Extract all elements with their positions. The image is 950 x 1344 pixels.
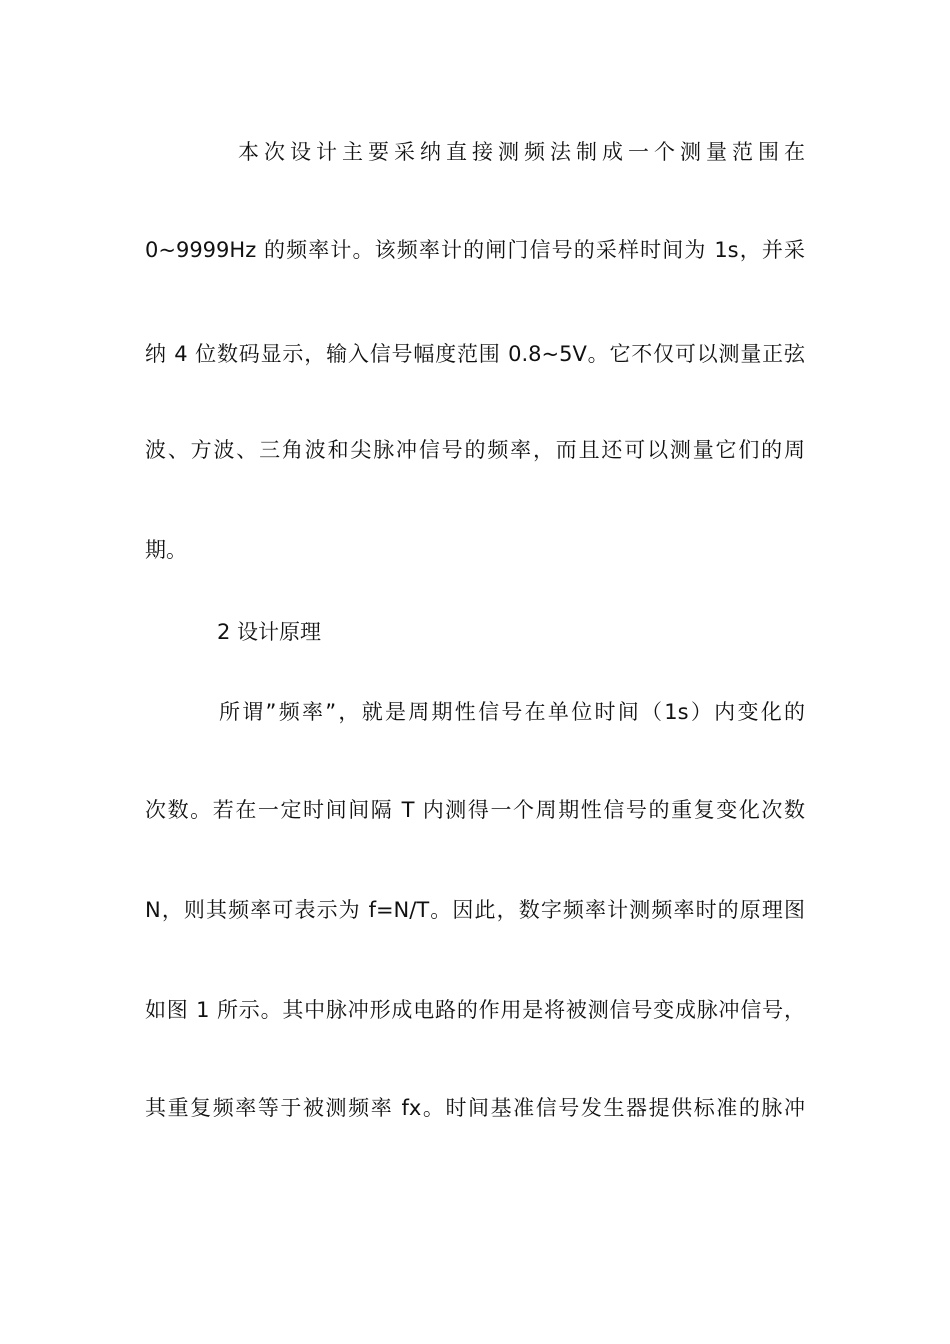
paragraph-2-line-2: 次数。若在一定时间间隔 T 内测得一个周期性信号的重复变化次数 [145, 798, 805, 822]
paragraph-1-line-5: 期。 [145, 538, 187, 562]
paragraph-2-line-1: 所谓”频率”，就是周期性信号在单位时间（1s）内变化的 [219, 700, 805, 724]
paragraph-1-line-1: 本次设计主要采纳直接测频法制成一个测量范围在 [238, 140, 805, 164]
paragraph-1-line-4: 波、方波、三角波和尖脉冲信号的频率，而且还可以测量它们的周 [145, 438, 805, 462]
paragraph-1-line-3: 纳 4 位数码显示，输入信号幅度范围 0.8~5V。它不仅可以测量正弦 [145, 342, 805, 366]
paragraph-2-line-3: N，则其频率可表示为 f=N/T。因此，数字频率计测频率时的原理图 [145, 898, 805, 922]
paragraph-2-line-5: 其重复频率等于被测频率 fx。时间基准信号发生器提供标准的脉冲 [145, 1096, 805, 1120]
paragraph-1-line-2: 0~9999Hz 的频率计。该频率计的闸门信号的采样时间为 1s，并采 [145, 238, 805, 262]
section-heading: 2 设计原理 [217, 620, 322, 644]
paragraph-2-line-4: 如图 1 所示。其中脉冲形成电路的作用是将被测信号变成脉冲信号， [145, 998, 805, 1022]
